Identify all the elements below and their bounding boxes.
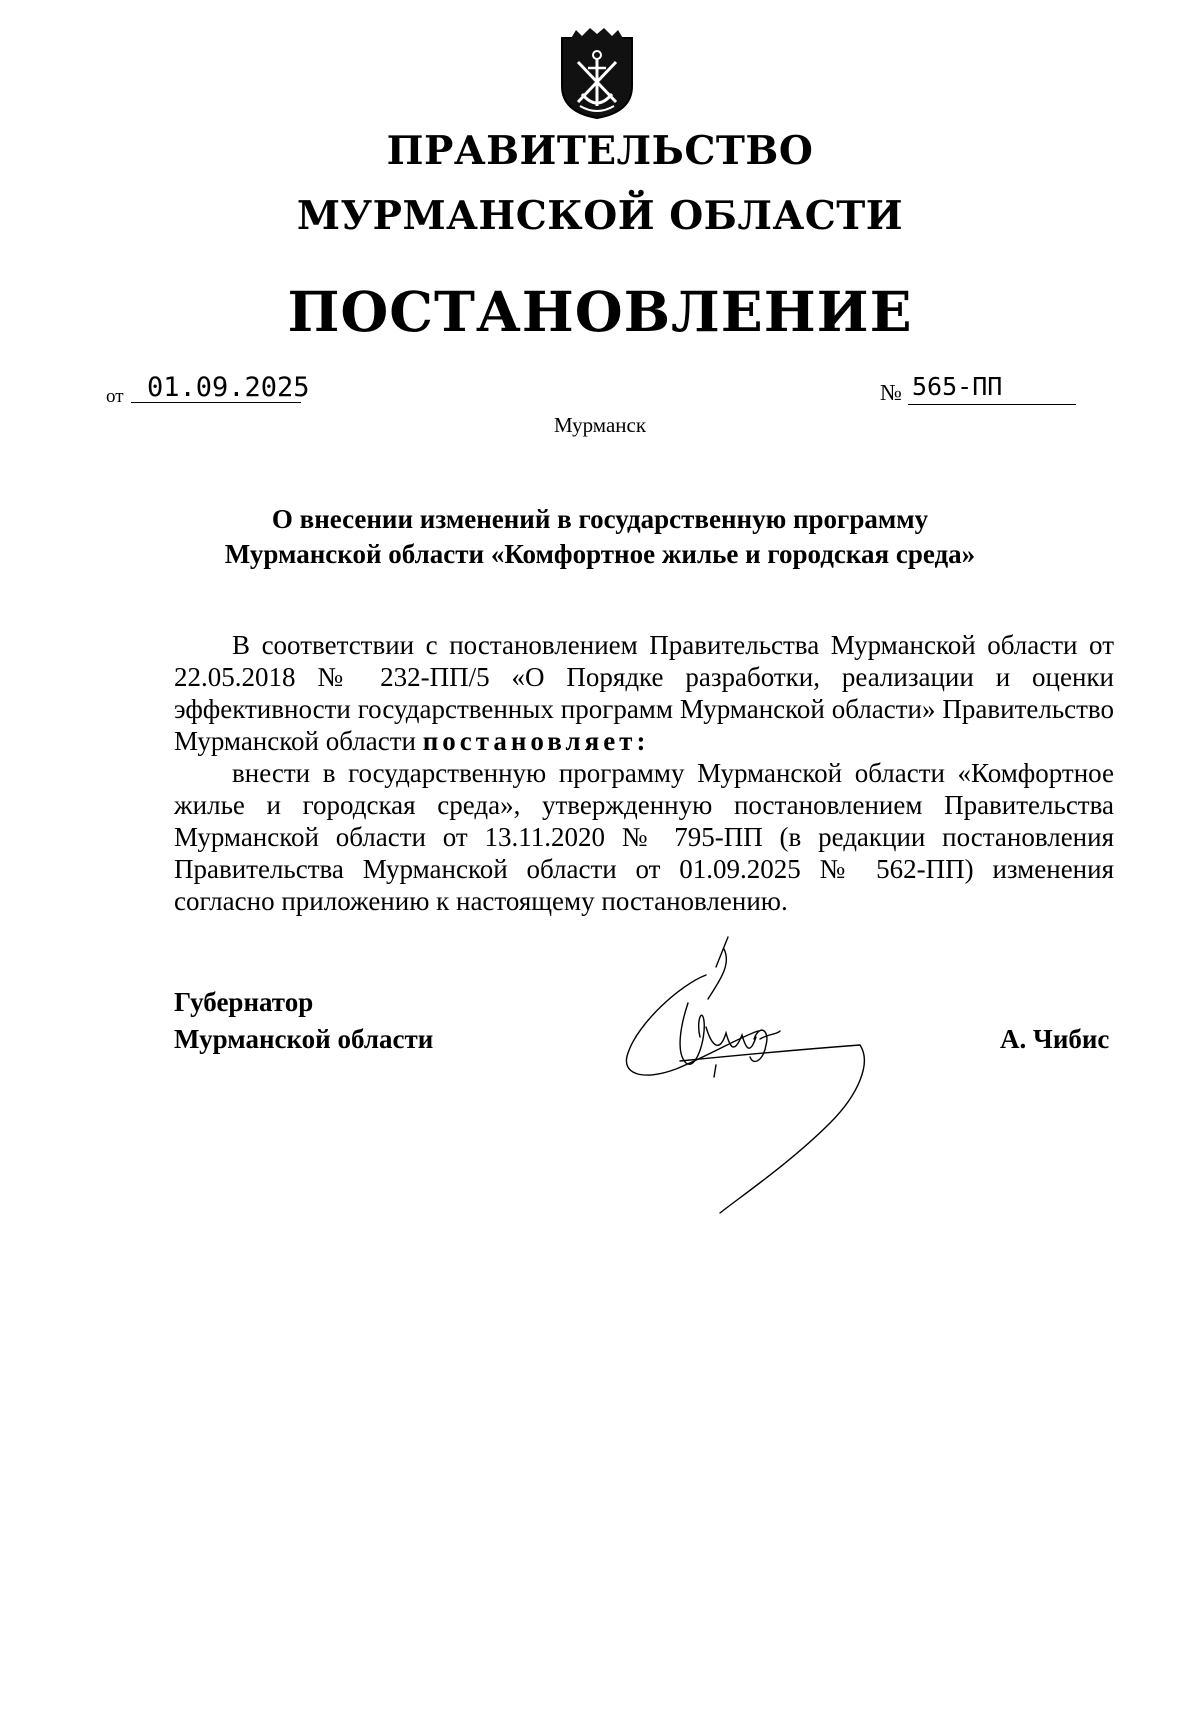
date-underline <box>131 402 301 403</box>
document-date: 01.09.2025 <box>147 372 310 403</box>
document-type: ПОСТАНОВЛЕНИЕ <box>287 279 913 344</box>
preamble-text: В соответствии с постановлением Правительства Мурманской области от 22.05.2018 № 232-ПП/5 «О Порядке разработки, реализации и оценки эффективности государственных программ Мурманской области» Правительство Мурманской области <box>174 630 1114 756</box>
city: Мурманск <box>553 413 647 437</box>
handwritten-signature <box>620 935 880 1215</box>
signatory-title <box>174 984 433 1058</box>
document-number: 565-ПП <box>912 372 1003 401</box>
resolution-keyword: постановляет: <box>422 726 650 756</box>
org-name-line2: МУРМАНСКОЙ ОБЛАСТИ <box>296 193 904 239</box>
signatory-title-line2: Мурманской области <box>174 1024 434 1054</box>
document-subject <box>150 502 1050 572</box>
subject-line2: Мурманской области «Комфортное жилье и городская среда» <box>224 539 976 569</box>
subject-line1: О внесении изменений в государственную программу <box>271 504 929 534</box>
body-paragraph-2: внести в государственную программу Мурманской области «Комфортное жилье и городская среда», утвержденную постановлением Правительства Мурманской области от 13.11.2020 № 795-ПП (в редакции постановления Правительства Мурманской области от 01.09.2025 № 562-ПП) изменения согласно приложению к настоящему постановлению. <box>174 758 1114 916</box>
number-prefix: № <box>880 380 902 405</box>
signatory-name: А. Чибис <box>1000 1024 1110 1054</box>
coat-of-arms-icon <box>560 28 634 120</box>
signatory-title-line1: Губернатор <box>174 987 314 1017</box>
number-underline <box>908 404 1076 405</box>
document-body <box>174 629 1114 917</box>
date-prefix: от <box>106 386 124 407</box>
body-paragraph-1 <box>174 629 1114 757</box>
org-name-line1: ПРАВИТЕЛЬСТВО <box>386 128 814 174</box>
